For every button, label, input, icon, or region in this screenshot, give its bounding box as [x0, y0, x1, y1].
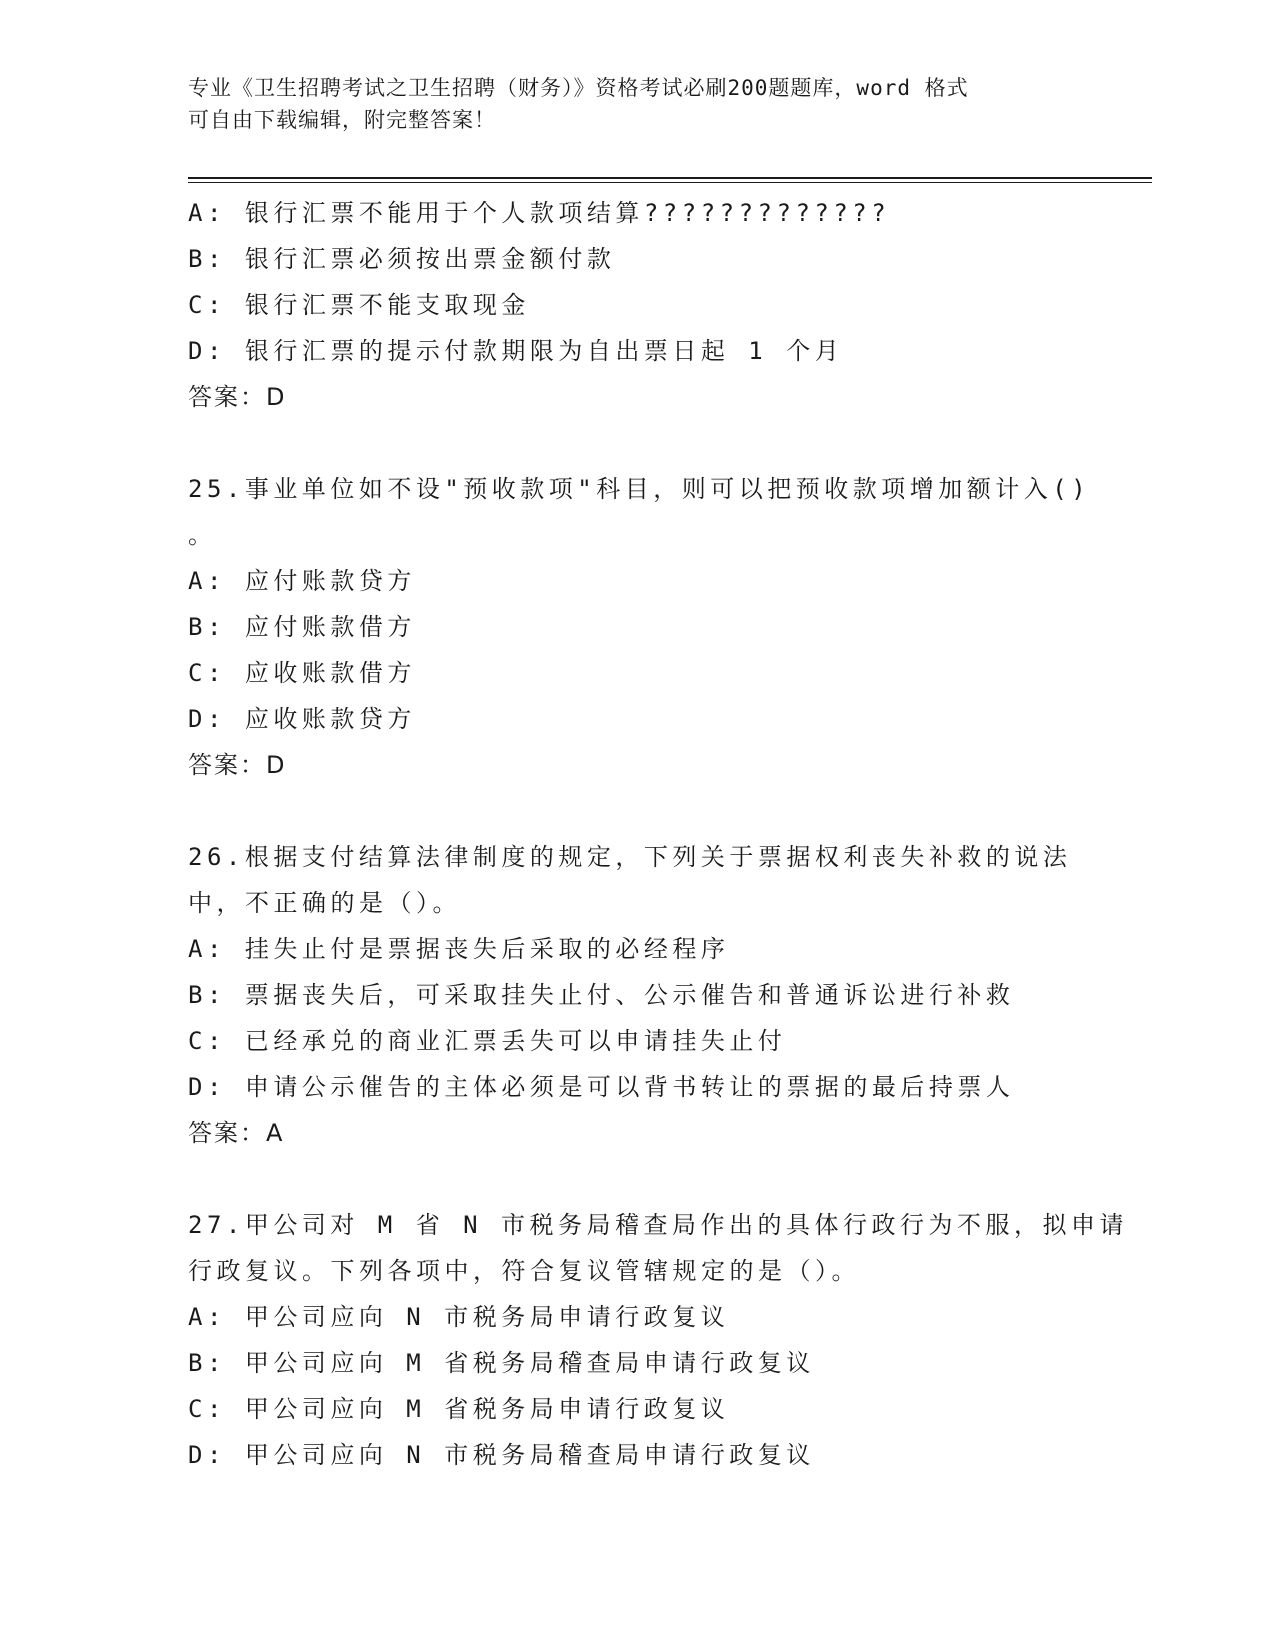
answer-line: 答案：A	[188, 1119, 285, 1147]
option-d: D: 申请公示催告的主体必须是可以背书转让的票据的最后持票人	[188, 1073, 1015, 1101]
option-b: B: 银行汇票必须按出票金额付款	[188, 245, 616, 273]
question-26	[188, 834, 1088, 1156]
header-divider-thin	[188, 182, 1152, 183]
answer-line: 答案：D	[188, 751, 287, 779]
question-25	[188, 466, 1091, 788]
option-d: D: 应收账款贷方	[188, 705, 416, 733]
option-c: C: 银行汇票不能支取现金	[188, 291, 530, 319]
question-stem-line-2: 行政复议。下列各项中，符合复议管辖规定的是（）。	[188, 1257, 860, 1285]
spacer	[188, 1156, 1088, 1202]
document-header	[188, 72, 1088, 136]
question-stem-line-1: 25.事业单位如不设"预收款项"科目，则可以把预收款项增加额计入()	[188, 475, 1091, 503]
question-stem-line-1: 27.甲公司对 M 省 N 市税务局稽查局作出的具体行政行为不服，拟申请	[188, 1211, 1129, 1239]
header-divider-thick	[188, 177, 1152, 179]
spacer	[188, 788, 1088, 834]
answer-line: 答案：D	[188, 383, 287, 411]
option-a: A: 甲公司应向 N 市税务局申请行政复议	[188, 1303, 730, 1331]
question-list	[188, 190, 1129, 1478]
option-d: D: 甲公司应向 N 市税务局稽查局申请行政复议	[188, 1441, 815, 1469]
option-b: B: 应付账款借方	[188, 613, 416, 641]
option-d: D: 银行汇票的提示付款期限为自出票日起 1 个月	[188, 337, 844, 365]
option-c: C: 甲公司应向 M 省税务局申请行政复议	[188, 1395, 730, 1423]
question-stem-line-2: 中，不正确的是（）。	[188, 889, 461, 917]
question-27	[188, 1202, 1129, 1478]
option-c: C: 应收账款借方	[188, 659, 416, 687]
option-a: A: 应付账款贷方	[188, 567, 416, 595]
option-a: A: 挂失止付是票据丧失后采取的必经程序	[188, 935, 730, 963]
option-b: B: 甲公司应向 M 省税务局稽查局申请行政复议	[188, 1349, 815, 1377]
spacer	[188, 420, 1088, 466]
header-line-2: 可自由下载编辑，附完整答案！	[188, 108, 496, 132]
question-24	[188, 190, 1088, 420]
header-line-1: 专业《卫生招聘考试之卫生招聘（财务）》资格考试必刷200题题库，word 格式	[188, 76, 969, 100]
question-stem-line-1: 26.根据支付结算法律制度的规定，下列关于票据权利丧失补救的说法	[188, 843, 1072, 871]
option-b: B: 票据丧失后，可采取挂失止付、公示催告和普通诉讼进行补救	[188, 981, 1015, 1009]
option-c: C: 已经承兑的商业汇票丢失可以申请挂失止付	[188, 1027, 787, 1055]
option-a: A: 银行汇票不能用于个人款项结算?????????????	[188, 199, 891, 227]
question-stem-line-2: 。	[188, 521, 217, 549]
